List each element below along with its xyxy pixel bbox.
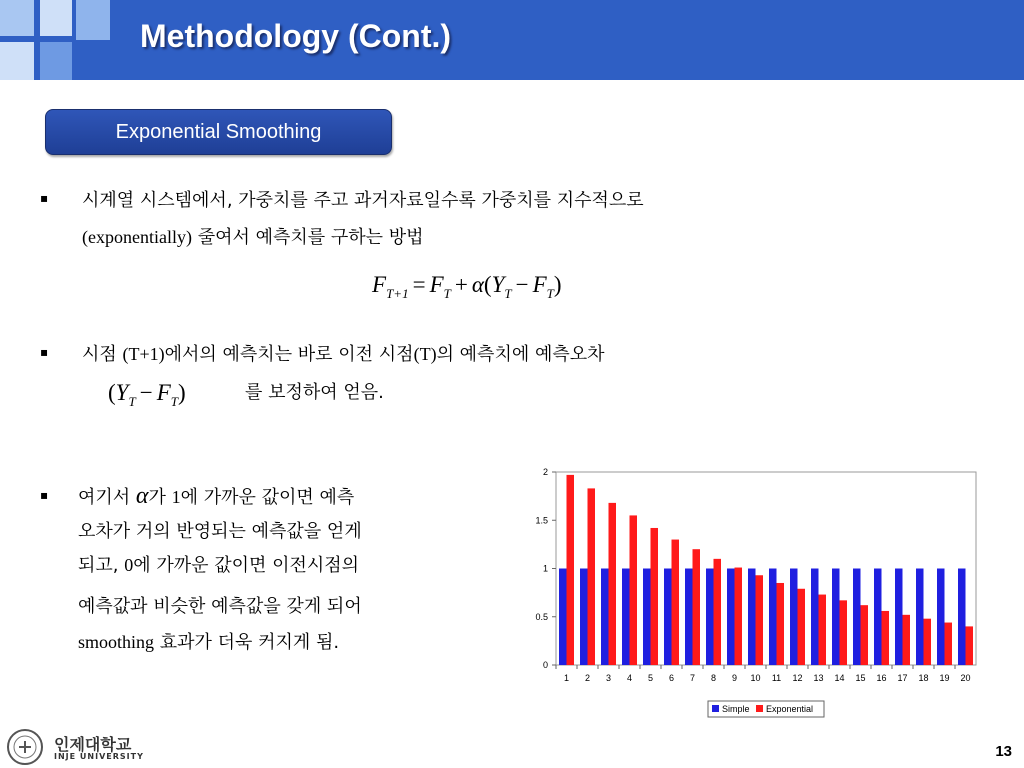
bar-simple-3 [601,569,609,666]
text-run: 가 [148,487,172,508]
bullet-marker: ▪ [40,488,49,502]
bullet-1-line-2 [82,223,424,249]
legend-swatch [756,705,763,712]
bar-simple-11 [769,569,777,666]
formula-paren: ( [483,272,492,297]
bar-simple-4 [622,569,630,666]
banner-decor-square [40,0,72,36]
text-run: 에 가까운 값이면 예측 [180,487,355,508]
banner-decor-square [0,42,34,80]
legend-label: Simple [722,704,750,714]
formula-subscript: T+1 [386,286,409,301]
bar-simple-10 [748,569,756,666]
legend-swatch [712,705,719,712]
section-label-box [45,109,392,155]
bar-exponential-10 [756,575,764,665]
bar-simple-8 [706,569,714,666]
x-tick-label: 8 [710,673,717,683]
text-run: (exponentially) [82,227,192,247]
x-tick-label: 9 [731,673,738,683]
x-tick-label: 6 [668,673,675,683]
formula-operator: − [515,272,529,297]
bar-simple-17 [895,569,903,666]
bar-simple-7 [685,569,693,666]
bar-simple-20 [958,569,966,666]
bullet-2-line-1 [82,340,605,366]
formula-operator: = [412,272,426,297]
bullet-3-line-4: 예측값과 비슷한 예측값을 갖게 되어 [78,596,362,617]
bullet-3-line-5 [78,628,339,654]
formula-subscript: T [443,286,451,301]
bar-simple-18 [916,569,924,666]
bar-simple-14 [832,569,840,666]
bar-simple-6 [664,569,672,666]
bullet-3-line-3 [78,551,359,577]
x-tick-label: 7 [689,673,696,683]
x-tick-label: 20 [960,673,971,683]
bar-exponential-4 [630,515,638,665]
bar-exponential-20 [966,626,974,665]
formula-operator: + [454,272,468,297]
error-formula [108,380,186,410]
formula-subscript: T [546,286,554,301]
bullet-2-line-2: 를 보정하여 얻음. [245,382,384,403]
bar-exponential-16 [882,611,890,665]
bar-simple-15 [853,569,861,666]
banner-decor-square [0,0,34,36]
text-run: 에 가까운 값이면 이전시점의 [133,555,360,576]
formula-paren: ) [553,272,562,297]
bullet-marker: ▪ [40,345,49,359]
alpha-symbol: α [471,272,484,297]
text-run: 효과가 더욱 커지게 됨. [154,632,340,653]
x-tick-label: 1 [563,673,570,683]
bar-exponential-6 [672,540,680,665]
bar-simple-9 [727,569,735,666]
bar-exponential-14 [840,600,848,665]
formula-symbol: F [372,272,387,297]
formula-operator: − [139,380,153,405]
bar-simple-5 [643,569,651,666]
bar-chart [528,462,988,724]
bullet-1-line-1: 시계열 시스템에서, 가중치를 주고 과거자료일수록 가중치를 지수적으로 [82,190,644,211]
y-tick-label: 1.5 [535,515,548,526]
y-tick-label: 2 [542,467,548,477]
banner-decor-square [40,42,72,80]
text-run: 1 [171,487,181,507]
text-run: (T) [413,344,437,364]
x-tick-label: 16 [876,673,887,683]
formula-symbol: F [532,272,547,297]
formula-subscript: T [128,394,136,409]
x-tick-label: 15 [855,673,866,683]
x-tick-label: 11 [771,673,782,683]
bar-exponential-5 [651,528,659,665]
bar-exponential-3 [609,503,617,665]
formula-symbol: F [429,272,444,297]
bar-exponential-11 [777,583,785,665]
formula-subscript: T [504,286,512,301]
text-run: 여기서 [78,487,136,508]
bar-exponential-15 [861,605,869,665]
x-tick-label: 18 [918,673,929,683]
bar-exponential-8 [714,559,722,665]
bar-exponential-12 [798,589,806,665]
formula-symbol: Y [491,272,505,297]
bullet-3-line-1 [78,483,354,510]
x-tick-label: 19 [939,673,950,683]
text-run: (T+1) [122,344,165,364]
alpha-symbol: α [135,483,149,509]
section-label: Exponential Smoothing [115,121,322,143]
text-run: 줄여서 예측치를 구하는 방법 [191,227,424,248]
formula-symbol: Y [115,380,129,405]
bar-exponential-2 [588,488,596,665]
bullet-3-line-2: 오차가 거의 반영되는 예측값을 얻게 [78,521,362,542]
bar-exponential-13 [819,595,827,665]
text-run: 의 예측치에 예측오차 [436,344,605,365]
text-run: smoothing [78,632,155,652]
formula-symbol: F [156,380,171,405]
bar-simple-1 [559,569,567,666]
bullet-marker: ▪ [40,191,49,205]
text-run: 에서의 예측치는 바로 이전 시점 [164,344,414,365]
bar-exponential-18 [924,619,932,665]
bar-simple-12 [790,569,798,666]
x-tick-label: 5 [647,673,654,683]
page-number: 13 [995,743,1012,760]
smoothing-formula [372,272,562,302]
bar-exponential-1 [567,475,575,665]
x-tick-label: 14 [834,673,845,683]
x-tick-label: 13 [813,673,824,683]
bar-simple-16 [874,569,882,666]
bar-exponential-7 [693,549,701,665]
plot-area [556,472,976,665]
x-tick-label: 2 [584,673,591,683]
x-tick-label: 4 [626,673,633,683]
x-tick-label: 12 [792,673,803,683]
logo-text-korean: 인제대학교 [54,735,132,754]
logo-text-english: INJE UNIVERSITY [54,752,144,761]
page-title: Methodology (Cont.) [140,18,452,54]
text-run: 시점 [82,344,123,365]
text-run: 되고, [78,555,125,576]
bar-simple-2 [580,569,588,666]
y-tick-label: 0.5 [535,611,548,622]
bar-simple-13 [811,569,819,666]
formula-subscript: T [170,394,178,409]
bar-exponential-19 [945,623,953,665]
legend-label: Exponential [766,704,814,714]
bar-simple-19 [937,569,945,666]
formula-paren: ( [108,380,116,405]
y-tick-label: 0 [542,660,548,670]
banner-decor-square [76,0,110,40]
y-tick-label: 1 [542,563,548,574]
x-tick-label: 17 [897,673,908,683]
text-run: 0 [124,555,134,575]
x-tick-label: 3 [605,673,612,683]
bar-exponential-17 [903,615,911,665]
formula-paren: ) [177,380,186,405]
bar-exponential-9 [735,568,743,665]
x-tick-label: 10 [750,673,761,683]
